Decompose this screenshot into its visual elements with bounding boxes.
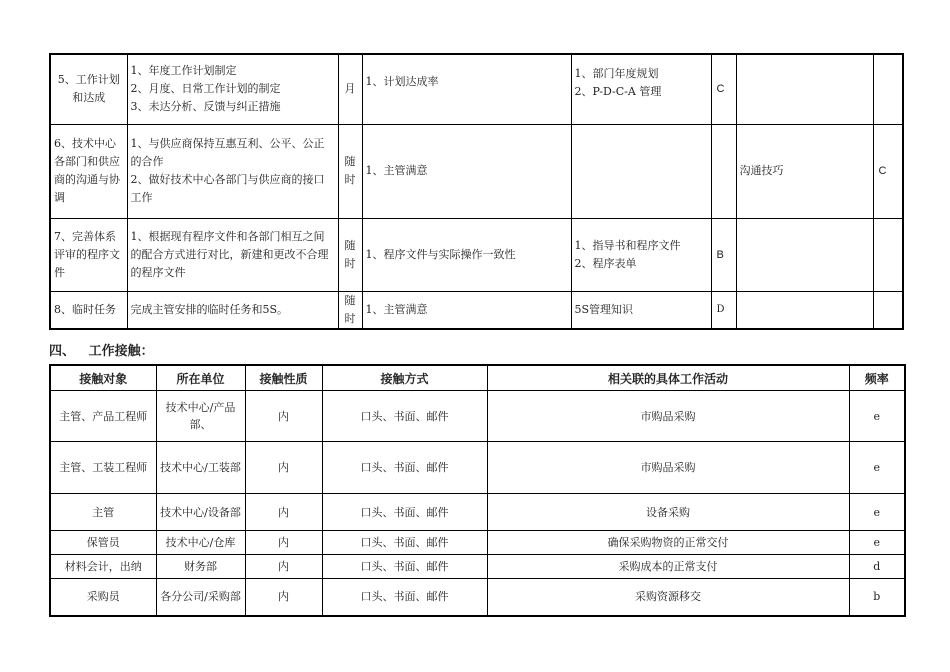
duty-standard: 1、程序文件与实际操作一致性 [362, 218, 571, 291]
contact-unit: 各分公司/采购部 [156, 579, 245, 616]
header-method: 接触方式 [322, 365, 487, 391]
contact-row [50, 531, 905, 555]
duty-content [127, 54, 338, 124]
duty-content-line: 2、做好技术中心各部门与供应商的接口工作 [130, 173, 325, 204]
section-title: 工作接触： [88, 344, 154, 359]
duty-frequency: 随时 [338, 124, 362, 218]
contact-frequency: d [849, 555, 905, 579]
duty-item: 8、临时任务 [50, 291, 127, 329]
duty-content [127, 124, 338, 218]
duty-knowledge [571, 218, 711, 291]
duty-skill-grade [873, 218, 903, 291]
contact-activity: 市购品采购 [487, 391, 849, 442]
duty-row [50, 291, 903, 329]
contact-frequency: b [849, 579, 905, 616]
duty-knowledge [571, 291, 711, 329]
duty-item: 5、工作计划和达成 [50, 54, 127, 124]
duty-frequency: 随时 [338, 218, 362, 291]
header-frequency: 频率 [849, 365, 905, 391]
contact-unit: 技术中心/产品部、 [156, 391, 245, 442]
contact-method: 口头、书面、邮件 [322, 442, 487, 494]
header-activity: 相关联的具体工作活动 [487, 365, 849, 391]
duty-knowledge [571, 54, 711, 124]
duty-standard: 1、计划达成率 [362, 54, 571, 124]
duty-skill: 沟通技巧 [736, 124, 873, 218]
contact-activity: 设备采购 [487, 494, 849, 531]
duty-table [49, 53, 904, 330]
duty-content-line: 1、与供应商保持互惠互利、公平、公正的合作 [130, 137, 325, 168]
contact-table [49, 364, 906, 617]
duty-knowledge-grade [711, 124, 736, 218]
duty-knowledge-grade: C [711, 54, 736, 124]
duty-skill [736, 54, 873, 124]
contact-activity: 确保采购物资的正常交付 [487, 531, 849, 555]
section-number: 四、 [49, 344, 76, 359]
contact-target: 主管、工装工程师 [50, 442, 156, 494]
contact-nature: 内 [245, 391, 322, 442]
duty-row [50, 124, 903, 218]
duty-content-line: 完成主管安排的临时任务和5S。 [130, 302, 289, 316]
duty-knowledge-grade: B [711, 218, 736, 291]
contact-target: 主管、产品工程师 [50, 391, 156, 442]
contact-unit: 技术中心/工装部 [156, 442, 245, 494]
section-heading [49, 340, 154, 359]
contact-frequency: e [849, 494, 905, 531]
duty-content [127, 291, 338, 329]
contact-unit: 技术中心/仓库 [156, 531, 245, 555]
contact-target: 保管员 [50, 531, 156, 555]
contact-nature: 内 [245, 442, 322, 494]
duty-knowledge-line: 1、指导书和程序文件 [574, 238, 681, 252]
duty-item: 6、技术中心各部门和供应商的沟通与协调 [50, 124, 127, 218]
contact-nature: 内 [245, 531, 322, 555]
duty-frequency: 随时 [338, 291, 362, 329]
duty-knowledge-line: 2、程序表单 [574, 256, 637, 270]
header-target: 接触对象 [50, 365, 156, 391]
contact-method: 口头、书面、邮件 [322, 531, 487, 555]
contact-activity: 采购成本的正常支付 [487, 555, 849, 579]
contact-target: 材料会计，出纳 [50, 555, 156, 579]
contact-frequency: e [849, 391, 905, 442]
duty-standard: 1、主管满意 [362, 124, 571, 218]
contact-frequency: e [849, 531, 905, 555]
duty-content-line: 3、未达分析、反馈与纠正措施 [130, 100, 281, 114]
duty-content-line: 2、月度、日常工作计划的制定 [130, 82, 281, 96]
contact-frequency: e [849, 442, 905, 494]
contact-row [50, 494, 905, 531]
contact-method: 口头、书面、邮件 [322, 555, 487, 579]
contact-unit: 财务部 [156, 555, 245, 579]
header-nature: 接触性质 [245, 365, 322, 391]
duty-content [127, 218, 338, 291]
duty-row [50, 54, 903, 124]
contact-unit: 技术中心/设备部 [156, 494, 245, 531]
contact-method: 口头、书面、邮件 [322, 494, 487, 531]
duty-standard: 1、主管满意 [362, 291, 571, 329]
duty-knowledge-line: 5S管理知识 [574, 302, 634, 316]
duty-knowledge-grade: D [711, 291, 736, 329]
duty-content-line: 1、根据现有程序文件和各部门相互之间的配合方式进行对比，新建和更改不合理的程序文件 [130, 229, 329, 279]
contact-method: 口头、书面、邮件 [322, 391, 487, 442]
contact-activity: 市购品采购 [487, 442, 849, 494]
duty-knowledge-line: 2、P-D-C-A 管理 [574, 85, 662, 98]
duty-item: 7、完善体系评审的程序文件 [50, 218, 127, 291]
duty-frequency: 月 [338, 54, 362, 124]
duty-skill-grade [873, 291, 903, 329]
contact-target: 主管 [50, 494, 156, 531]
contact-nature: 内 [245, 494, 322, 531]
contact-activity: 采购资源移交 [487, 579, 849, 616]
contact-row [50, 391, 905, 442]
duty-row [50, 218, 903, 291]
header-unit: 所在单位 [156, 365, 245, 391]
duty-skill-grade: C [873, 124, 903, 218]
duty-knowledge [571, 124, 711, 218]
contact-nature: 内 [245, 555, 322, 579]
duty-knowledge-line: 1、部门年度规划 [574, 67, 659, 80]
contact-header-row [50, 365, 905, 391]
contact-target: 采购员 [50, 579, 156, 616]
contact-row [50, 579, 905, 616]
contact-row [50, 442, 905, 494]
duty-skill [736, 291, 873, 329]
duty-skill-grade [873, 54, 903, 124]
contact-nature: 内 [245, 579, 322, 616]
contact-method: 口头、书面、邮件 [322, 579, 487, 616]
duty-content-line: 1、年度工作计划制定 [130, 64, 237, 78]
duty-skill [736, 218, 873, 291]
contact-row [50, 555, 905, 579]
